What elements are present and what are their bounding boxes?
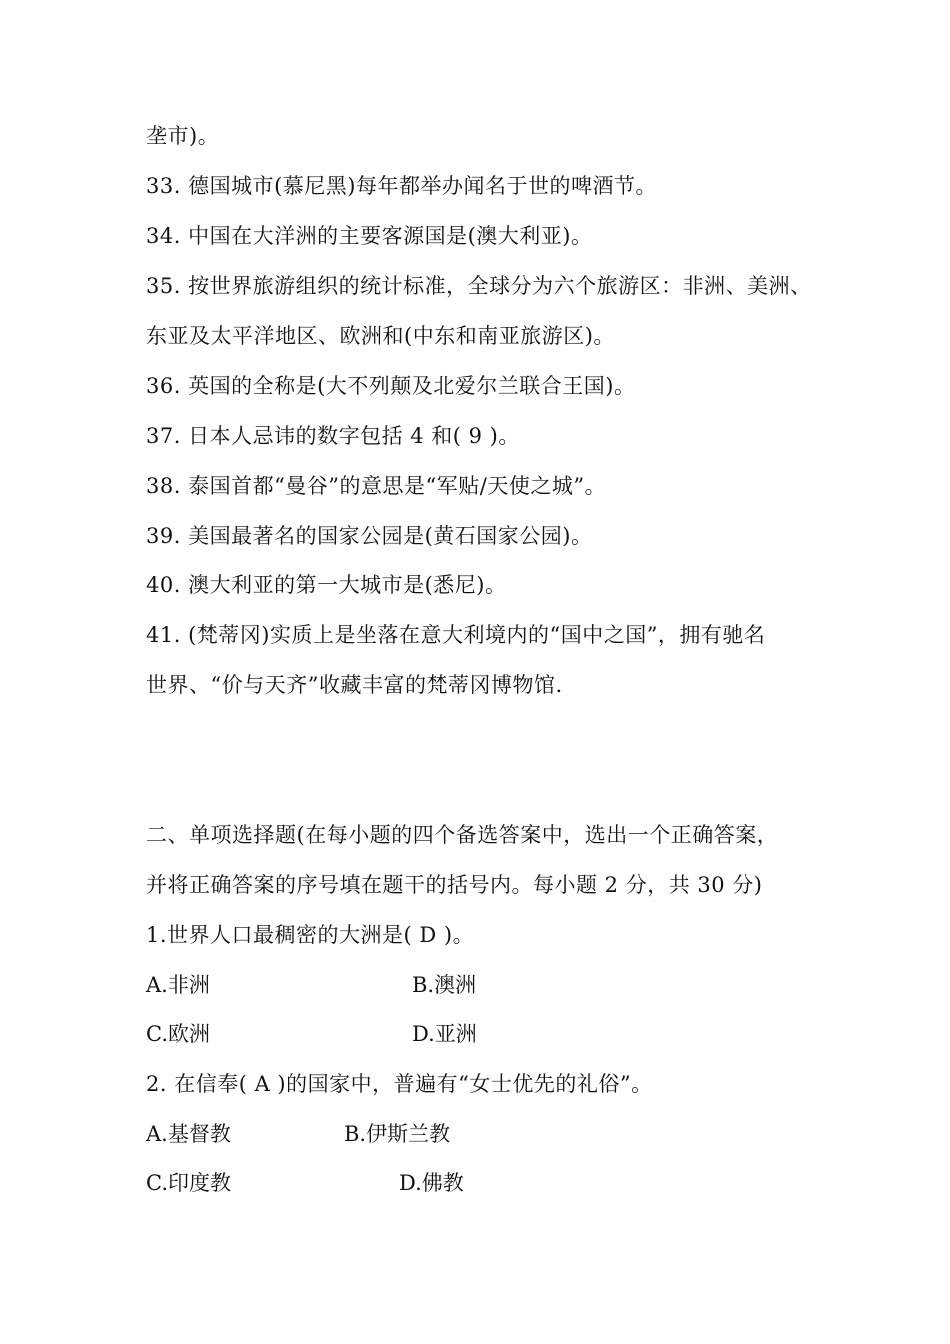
question-35-continued: 东亚及太平洋地区、欧洲和(中东和南亚旅游区)。	[146, 324, 615, 348]
q2-option-c: C.印度教	[146, 1171, 231, 1195]
text-line-continuation: 垄市)。	[146, 124, 220, 148]
q1-option-d: D.亚洲	[412, 1022, 477, 1046]
question-37: 37. 日本人忌讳的数字包括 4 和( 9 )。	[146, 424, 520, 448]
question-40: 40. 澳大利亚的第一大城市是(悉尼)。	[146, 573, 507, 597]
choice-question-1: 1.世界人口最稠密的大洲是( D )。	[146, 923, 475, 947]
section-heading: 二、单项选择题(在每小题的四个备选答案中，选出一个正确答案，	[146, 823, 779, 847]
q1-option-a: A.非洲	[146, 973, 210, 997]
question-35: 35. 按世界旅游组织的统计标准，全球分为六个旅游区：非洲、美洲、	[146, 274, 812, 298]
choice-question-2: 2. 在信奉( A )的国家中，普遍有“女士优先的礼俗”。	[146, 1072, 653, 1096]
question-34: 34. 中国在大洋洲的主要客源国是(澳大利亚)。	[146, 224, 593, 248]
question-36: 36. 英国的全称是(大不列颠及北爱尔兰联合王国)。	[146, 374, 636, 398]
question-41: 41. (梵蒂冈)实质上是坐落在意大利境内的“国中之国”，拥有驰名	[146, 623, 766, 647]
question-38: 38. 泰国首都“曼谷”的意思是“军贴/天使之城”。	[146, 474, 607, 498]
q1-option-b: B.澳洲	[412, 973, 477, 997]
q1-option-c: C.欧洲	[146, 1022, 210, 1046]
q2-option-a: A.基督教	[146, 1122, 231, 1146]
section-heading-continued: 并将正确答案的序号填在题干的括号内。每小题 2 分，共 30 分)	[146, 873, 763, 897]
question-41-continued: 世界、“价与天齐”收藏丰富的梵蒂冈博物馆.	[146, 673, 563, 697]
q2-option-d: D.佛教	[399, 1171, 464, 1195]
question-33: 33. 德国城市(慕尼黑)每年都举办闻名于世的啤酒节。	[146, 174, 657, 198]
q2-option-b: B.伊斯兰教	[344, 1122, 451, 1146]
question-39: 39. 美国最著名的国家公园是(黄石国家公园)。	[146, 524, 593, 548]
